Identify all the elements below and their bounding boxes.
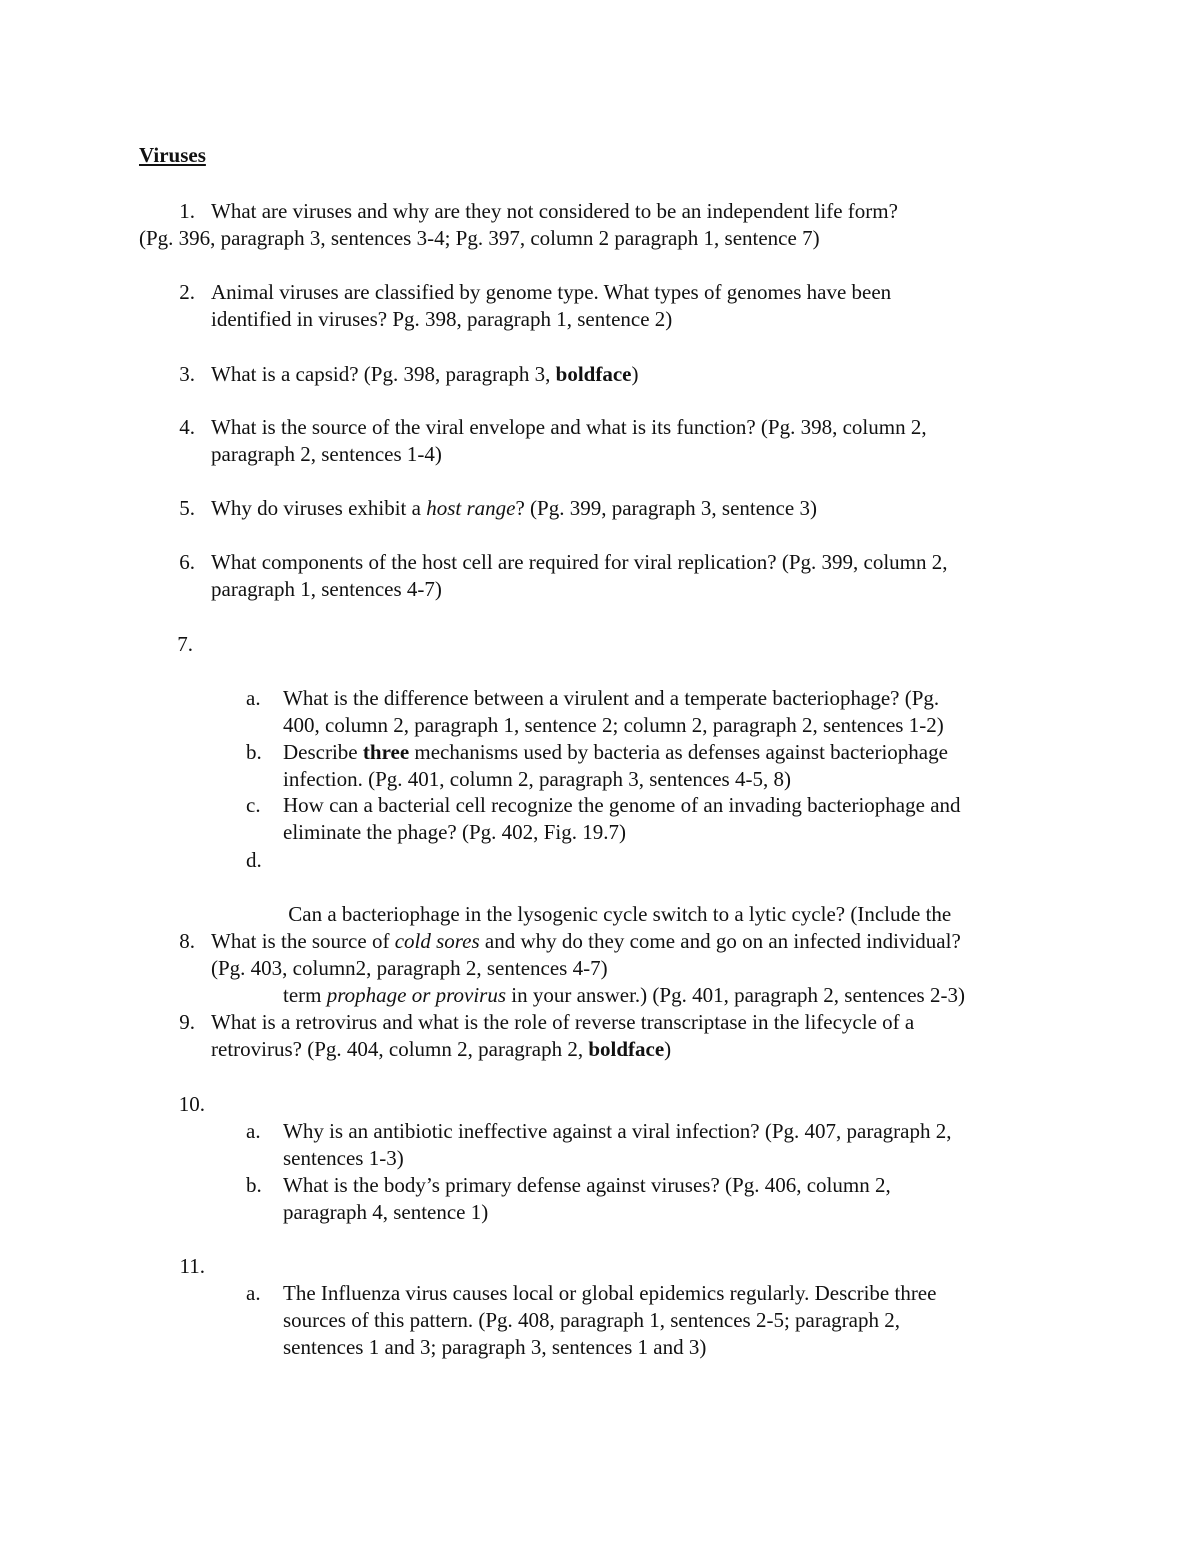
question-3-text — [211, 361, 1111, 388]
question-7b-label: b. — [246, 740, 262, 764]
question-4-number: 4. — [179, 415, 195, 439]
question-2-number: 2. — [179, 280, 195, 304]
question-2-line-2: identified in viruses? Pg. 398, paragraph 1, sentence 2) — [211, 307, 673, 331]
question-9-bold: boldface — [588, 1037, 665, 1061]
question-7b-text — [283, 739, 1103, 793]
question-8-post: and why do they come and go on an infected individual? — [479, 929, 961, 953]
question-10a-label: a. — [246, 1119, 261, 1143]
question-7b-line-2: infection. (Pg. 401, column 2, paragraph 3, sentences 4-5, 8) — [283, 767, 791, 791]
question-7c-line-1: How can a bacterial cell recognize the genome of an invading bacteriophage and — [283, 793, 961, 817]
question-10b-line-1: What is the body’s primary defense against viruses? (Pg. 406, column 2, — [283, 1173, 891, 1197]
question-9-pre: retrovirus? (Pg. 404, column 2, paragraph 2, — [211, 1037, 589, 1061]
question-7d-italic: prophage or provirus — [326, 983, 507, 1007]
question-7c-text — [283, 792, 1103, 846]
question-7a-text — [283, 685, 1103, 739]
question-9-text — [211, 1009, 1111, 1063]
question-7d-line-1: Can a bacteriophage in the lysogenic cycle switch to a lytic cycle? (Include the — [283, 902, 952, 926]
question-7b-post: mechanisms used by bacteria as defenses against bacteriophage — [409, 740, 948, 764]
question-5-number: 5. — [179, 496, 195, 520]
question-10b-line-2: paragraph 4, sentence 1) — [283, 1200, 489, 1224]
question-3-post: ) — [631, 362, 639, 386]
question-1-reference: (Pg. 396, paragraph 3, sentences 3-4; Pg. 397, column 2 paragraph 1, sentence 7) — [139, 226, 820, 250]
question-10a-line-1: Why is an antibiotic ineffective against a viral infection? (Pg. 407, paragraph 2, — [283, 1119, 952, 1143]
question-7d-post: in your answer.) (Pg. 401, paragraph 2, sentences 2-3) — [506, 983, 965, 1007]
question-6-text — [211, 549, 1111, 603]
question-10-number: 10. — [178, 1092, 205, 1116]
question-11a-label: a. — [246, 1281, 261, 1305]
question-10a-line-2: sentences 1-3) — [283, 1146, 404, 1170]
question-7b-pre: Describe — [283, 740, 363, 764]
question-9-line-2 — [211, 1036, 1111, 1063]
question-11-number: 11. — [179, 1254, 205, 1278]
page-title: Viruses — [139, 143, 206, 167]
question-8-number: 8. — [179, 929, 195, 953]
question-9-line-1: What is a retrovirus and what is the role of reverse transcriptase in the lifecycle of a — [211, 1010, 915, 1034]
question-5-text — [211, 495, 1111, 522]
question-11a-line-1: The Influenza virus causes local or global epidemics regularly. Describe three — [283, 1281, 937, 1305]
question-8-pre: What is the source of — [211, 929, 395, 953]
question-11a-line-2: sources of this pattern. (Pg. 408, paragraph 1, sentences 2-5; paragraph 2, — [283, 1308, 900, 1332]
question-7a-line-2: 400, column 2, paragraph 1, sentence 2; column 2, paragraph 2, sentences 1-2) — [283, 713, 944, 737]
question-3-number: 3. — [179, 362, 195, 386]
question-10a-text — [283, 1118, 1103, 1172]
question-7b-line-1 — [283, 739, 1103, 766]
question-6-line-2: paragraph 1, sentences 4-7) — [211, 577, 442, 601]
question-10b-text — [283, 1172, 1103, 1226]
question-8-line-1 — [211, 928, 1111, 955]
question-11a-line-3: sentences 1 and 3; paragraph 3, sentences 1 and 3) — [283, 1335, 707, 1359]
question-11a-text — [283, 1280, 1103, 1361]
question-7a-line-1: What is the difference between a virulent and a temperate bacteriophage? (Pg. — [283, 686, 940, 710]
question-2-text — [211, 279, 1111, 333]
question-7-number: 7. — [177, 632, 193, 656]
question-7c-line-2: eliminate the phage? (Pg. 402, Fig. 19.7) — [283, 820, 626, 844]
question-6-number: 6. — [179, 550, 195, 574]
question-4-line-2: paragraph 2, sentences 1-4) — [211, 442, 442, 466]
question-3-bold: boldface — [555, 362, 632, 386]
question-2-line-1: Animal viruses are classified by genome type. What types of genomes have been — [211, 280, 892, 304]
question-3-pre: What is a capsid? (Pg. 398, paragraph 3, — [211, 362, 556, 386]
question-4-line-1: What is the source of the viral envelope and what is its function? (Pg. 398, column 2, — [211, 415, 927, 439]
question-7a-label: a. — [246, 686, 261, 710]
question-10b-label: b. — [246, 1173, 262, 1197]
question-7c-label: c. — [246, 793, 261, 817]
question-8-italic: cold sores — [394, 929, 480, 953]
question-7d-pre: term — [283, 983, 327, 1007]
question-7d-line-2 — [283, 982, 1103, 1009]
question-1-number: 1. — [179, 199, 195, 223]
question-7d-label: d. — [246, 848, 262, 872]
question-6-line-1: What components of the host cell are required for viral replication? (Pg. 399, column 2, — [211, 550, 948, 574]
question-5-italic: host range — [426, 496, 516, 520]
question-4-text — [211, 414, 1111, 468]
question-5-pre: Why do viruses exhibit a — [211, 496, 427, 520]
question-7b-bold: three — [362, 740, 410, 764]
question-9-number: 9. — [179, 1010, 195, 1034]
question-8-line-2: (Pg. 403, column2, paragraph 2, sentences 4-7) — [211, 956, 608, 980]
question-9-post: ) — [664, 1037, 672, 1061]
question-1-text: What are viruses and why are they not considered to be an independent life form? — [211, 199, 898, 223]
question-8-text — [211, 928, 1111, 982]
question-5-post: ? (Pg. 399, paragraph 3, sentence 3) — [515, 496, 817, 520]
